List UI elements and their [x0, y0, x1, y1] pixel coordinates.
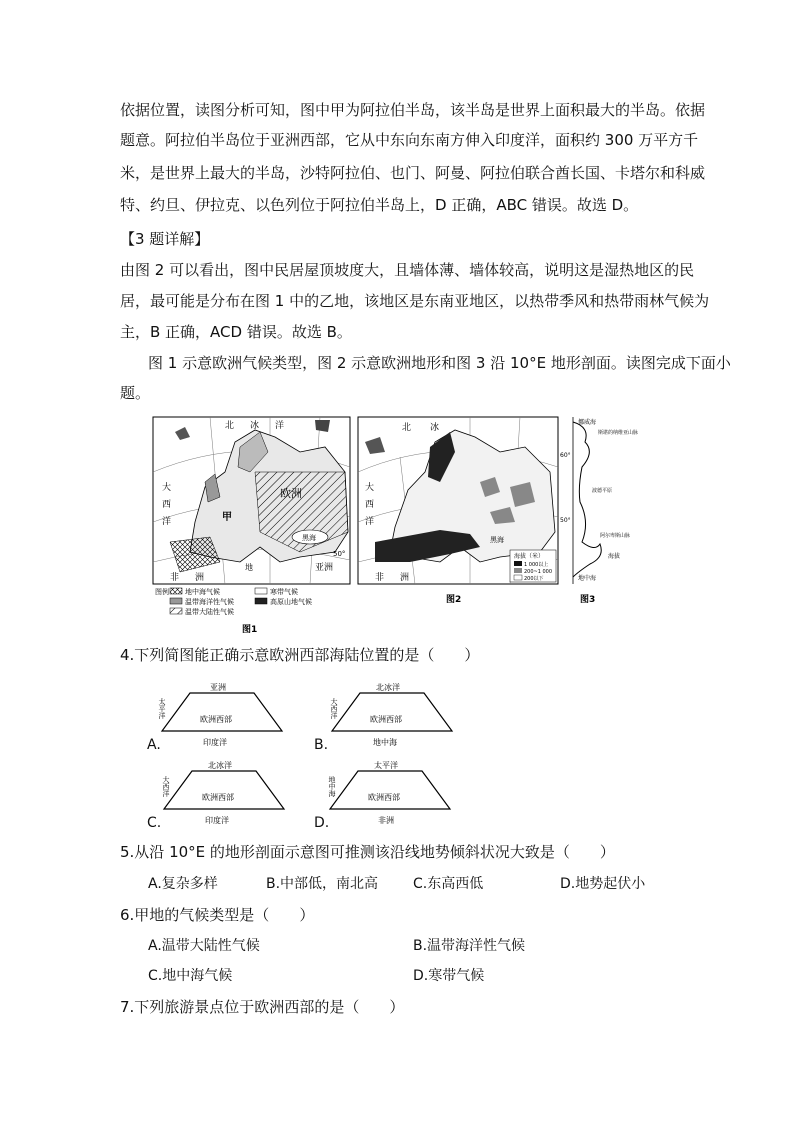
option[interactable]: D.寒带气候	[413, 968, 485, 984]
option[interactable]: D.地势起伏小	[560, 876, 646, 892]
diagram-left: 太平洋	[158, 698, 166, 719]
diagram-top: 北冰洋	[376, 683, 400, 692]
diagram-left: 大西洋	[330, 698, 338, 719]
legend-item: 温带海洋性气候	[185, 598, 234, 606]
profile-label: 60°	[560, 452, 571, 459]
option-c-diagram[interactable]	[162, 756, 287, 831]
map-label: 洋	[275, 421, 285, 431]
profile-label: 挪威海	[578, 419, 597, 426]
legend-item: 地中海气候	[185, 588, 220, 596]
profile-label: 海拔	[608, 553, 621, 560]
option-a-diagram[interactable]	[160, 678, 285, 753]
map-label: 洲	[400, 573, 410, 583]
legend-item: 寒带气候	[270, 588, 298, 596]
question-stem: 4.下列简图能正确示意欧洲西部海陆位置的是（ ）	[120, 646, 480, 664]
diagram-center: 欧洲西部	[370, 715, 402, 724]
map-label: 北	[402, 423, 412, 433]
legend-title: 图例	[155, 588, 169, 596]
map-label: 北	[225, 421, 235, 431]
diagram-left: 大西洋	[162, 776, 170, 797]
elevation-item: 200~1 000	[524, 569, 553, 575]
map-label: 冰	[430, 423, 440, 433]
paragraph-line: 米，是世界上最大的半岛，沙特阿拉伯、也门、阿曼、阿拉伯联合酋长国、卡塔尔和科威	[120, 164, 706, 182]
map-label: 冰	[250, 421, 260, 431]
option-d-diagram[interactable]	[328, 756, 453, 831]
diagram-top: 太平洋	[374, 761, 398, 770]
profile-label: 地中海	[578, 575, 597, 582]
figure-caption: 图2	[446, 595, 462, 605]
option[interactable]: A.温带大陆性气候	[148, 938, 260, 954]
option-letter[interactable]: D.	[314, 815, 330, 831]
question-intro: 题。	[120, 384, 151, 402]
paragraph-line: 依据位置，读图分析可知，图中甲为阿拉伯半岛，该半岛是世界上面积最大的半岛。依据	[120, 101, 706, 119]
diagram-bottom: 印度洋	[203, 738, 227, 747]
question-intro: 图 1 示意欧洲气候类型，图 2 示意欧洲地形和图 3 沿 10°E 地形剖面。读图完成下面小	[148, 354, 731, 372]
option[interactable]: C.东高西低	[413, 876, 484, 892]
diagram-bottom: 非洲	[378, 816, 394, 825]
profile-label: 阿尔卑斯山脉	[600, 533, 631, 539]
legend	[155, 587, 312, 635]
diagram-center: 欧洲西部	[202, 793, 234, 802]
paragraph-line: 居，最可能是分布在图 1 中的乙地，该地区是东南亚地区，以热带季风和热带雨林气候为	[120, 292, 710, 310]
option-letter[interactable]: B.	[314, 737, 329, 753]
elevation-item: 1 000以上	[524, 562, 549, 568]
map-terrain	[358, 417, 558, 605]
diagram-left: 地中海	[328, 776, 336, 797]
section-heading: 【3 题详解】	[120, 230, 210, 248]
map-label: 地	[245, 563, 253, 572]
paragraph-line: 题意。阿拉伯半岛位于亚洲西部，它从中东向东南方伸入印度洋，面积约 300 万平方千	[120, 131, 699, 149]
profile-label: 斯堪的纳维亚山脉	[598, 430, 639, 436]
question-stem: 6.甲地的气候类型是（ ）	[120, 906, 315, 924]
legend-item: 高原山地气候	[270, 598, 312, 606]
option[interactable]: B.温带海洋性气候	[413, 938, 526, 954]
question-stem: 7.下列旅游景点位于欧洲西部的是（ ）	[120, 998, 405, 1016]
option-b-diagram[interactable]	[330, 678, 455, 753]
map-label: 50°	[333, 550, 346, 558]
diagram-bottom: 地中海	[373, 738, 397, 747]
diagram-top: 北冰洋	[208, 761, 232, 770]
map-label: 非	[375, 573, 385, 583]
profile-label: 波德平原	[592, 488, 613, 494]
map-label: 非	[170, 573, 180, 583]
map-label: 西	[365, 500, 375, 510]
option-letter[interactable]: A.	[147, 737, 161, 753]
diagram-bottom: 印度洋	[205, 816, 229, 825]
map-climate	[153, 417, 350, 584]
option-letter[interactable]: C.	[147, 815, 162, 831]
map-label: 欧洲	[280, 487, 302, 500]
figure-caption: 图3	[580, 595, 596, 605]
map-label-jia: 甲	[222, 512, 232, 523]
option[interactable]: A.复杂多样	[148, 876, 218, 892]
profile-10e	[560, 417, 638, 605]
profile-label: 50°	[560, 517, 571, 524]
paragraph-line: 由图 2 可以看出，图中民居屋顶坡度大，且墙体薄、墙体较高，说明这是湿热地区的民	[120, 261, 695, 279]
paragraph-line: 特、约旦、伊拉克、以色列位于阿拉伯半岛上，D 正确，ABC 错误。故选 D。	[120, 196, 639, 214]
map-label: 大	[365, 483, 375, 493]
question-stem: 5.从沿 10°E 的地形剖面示意图可推测该沿线地势倾斜状况大致是（ ）	[120, 843, 615, 861]
diagram-center: 欧洲西部	[200, 715, 232, 724]
map-label: 亚洲	[315, 563, 334, 573]
map-label: 黑海	[302, 534, 316, 542]
figure-caption: 图1	[242, 625, 258, 635]
map-label: 黑海	[490, 536, 504, 544]
elevation-title: 海拔（米）	[514, 553, 545, 560]
map-label: 洋	[162, 517, 172, 527]
diagram-top: 亚洲	[210, 683, 226, 692]
map-label: 大	[162, 483, 172, 493]
figure-europe	[150, 412, 645, 637]
map-label: 洋	[365, 517, 375, 527]
legend-item: 温带大陆性气候	[185, 608, 234, 616]
map-label: 洲	[195, 573, 205, 583]
paragraph-line: 主，B 正确，ACD 错误。故选 B。	[120, 323, 352, 341]
elevation-item: 200以下	[524, 576, 544, 582]
diagram-center: 欧洲西部	[368, 793, 400, 802]
option[interactable]: C.地中海气候	[148, 968, 233, 984]
option[interactable]: B.中部低，南北高	[266, 876, 379, 892]
map-label: 西	[162, 500, 172, 510]
